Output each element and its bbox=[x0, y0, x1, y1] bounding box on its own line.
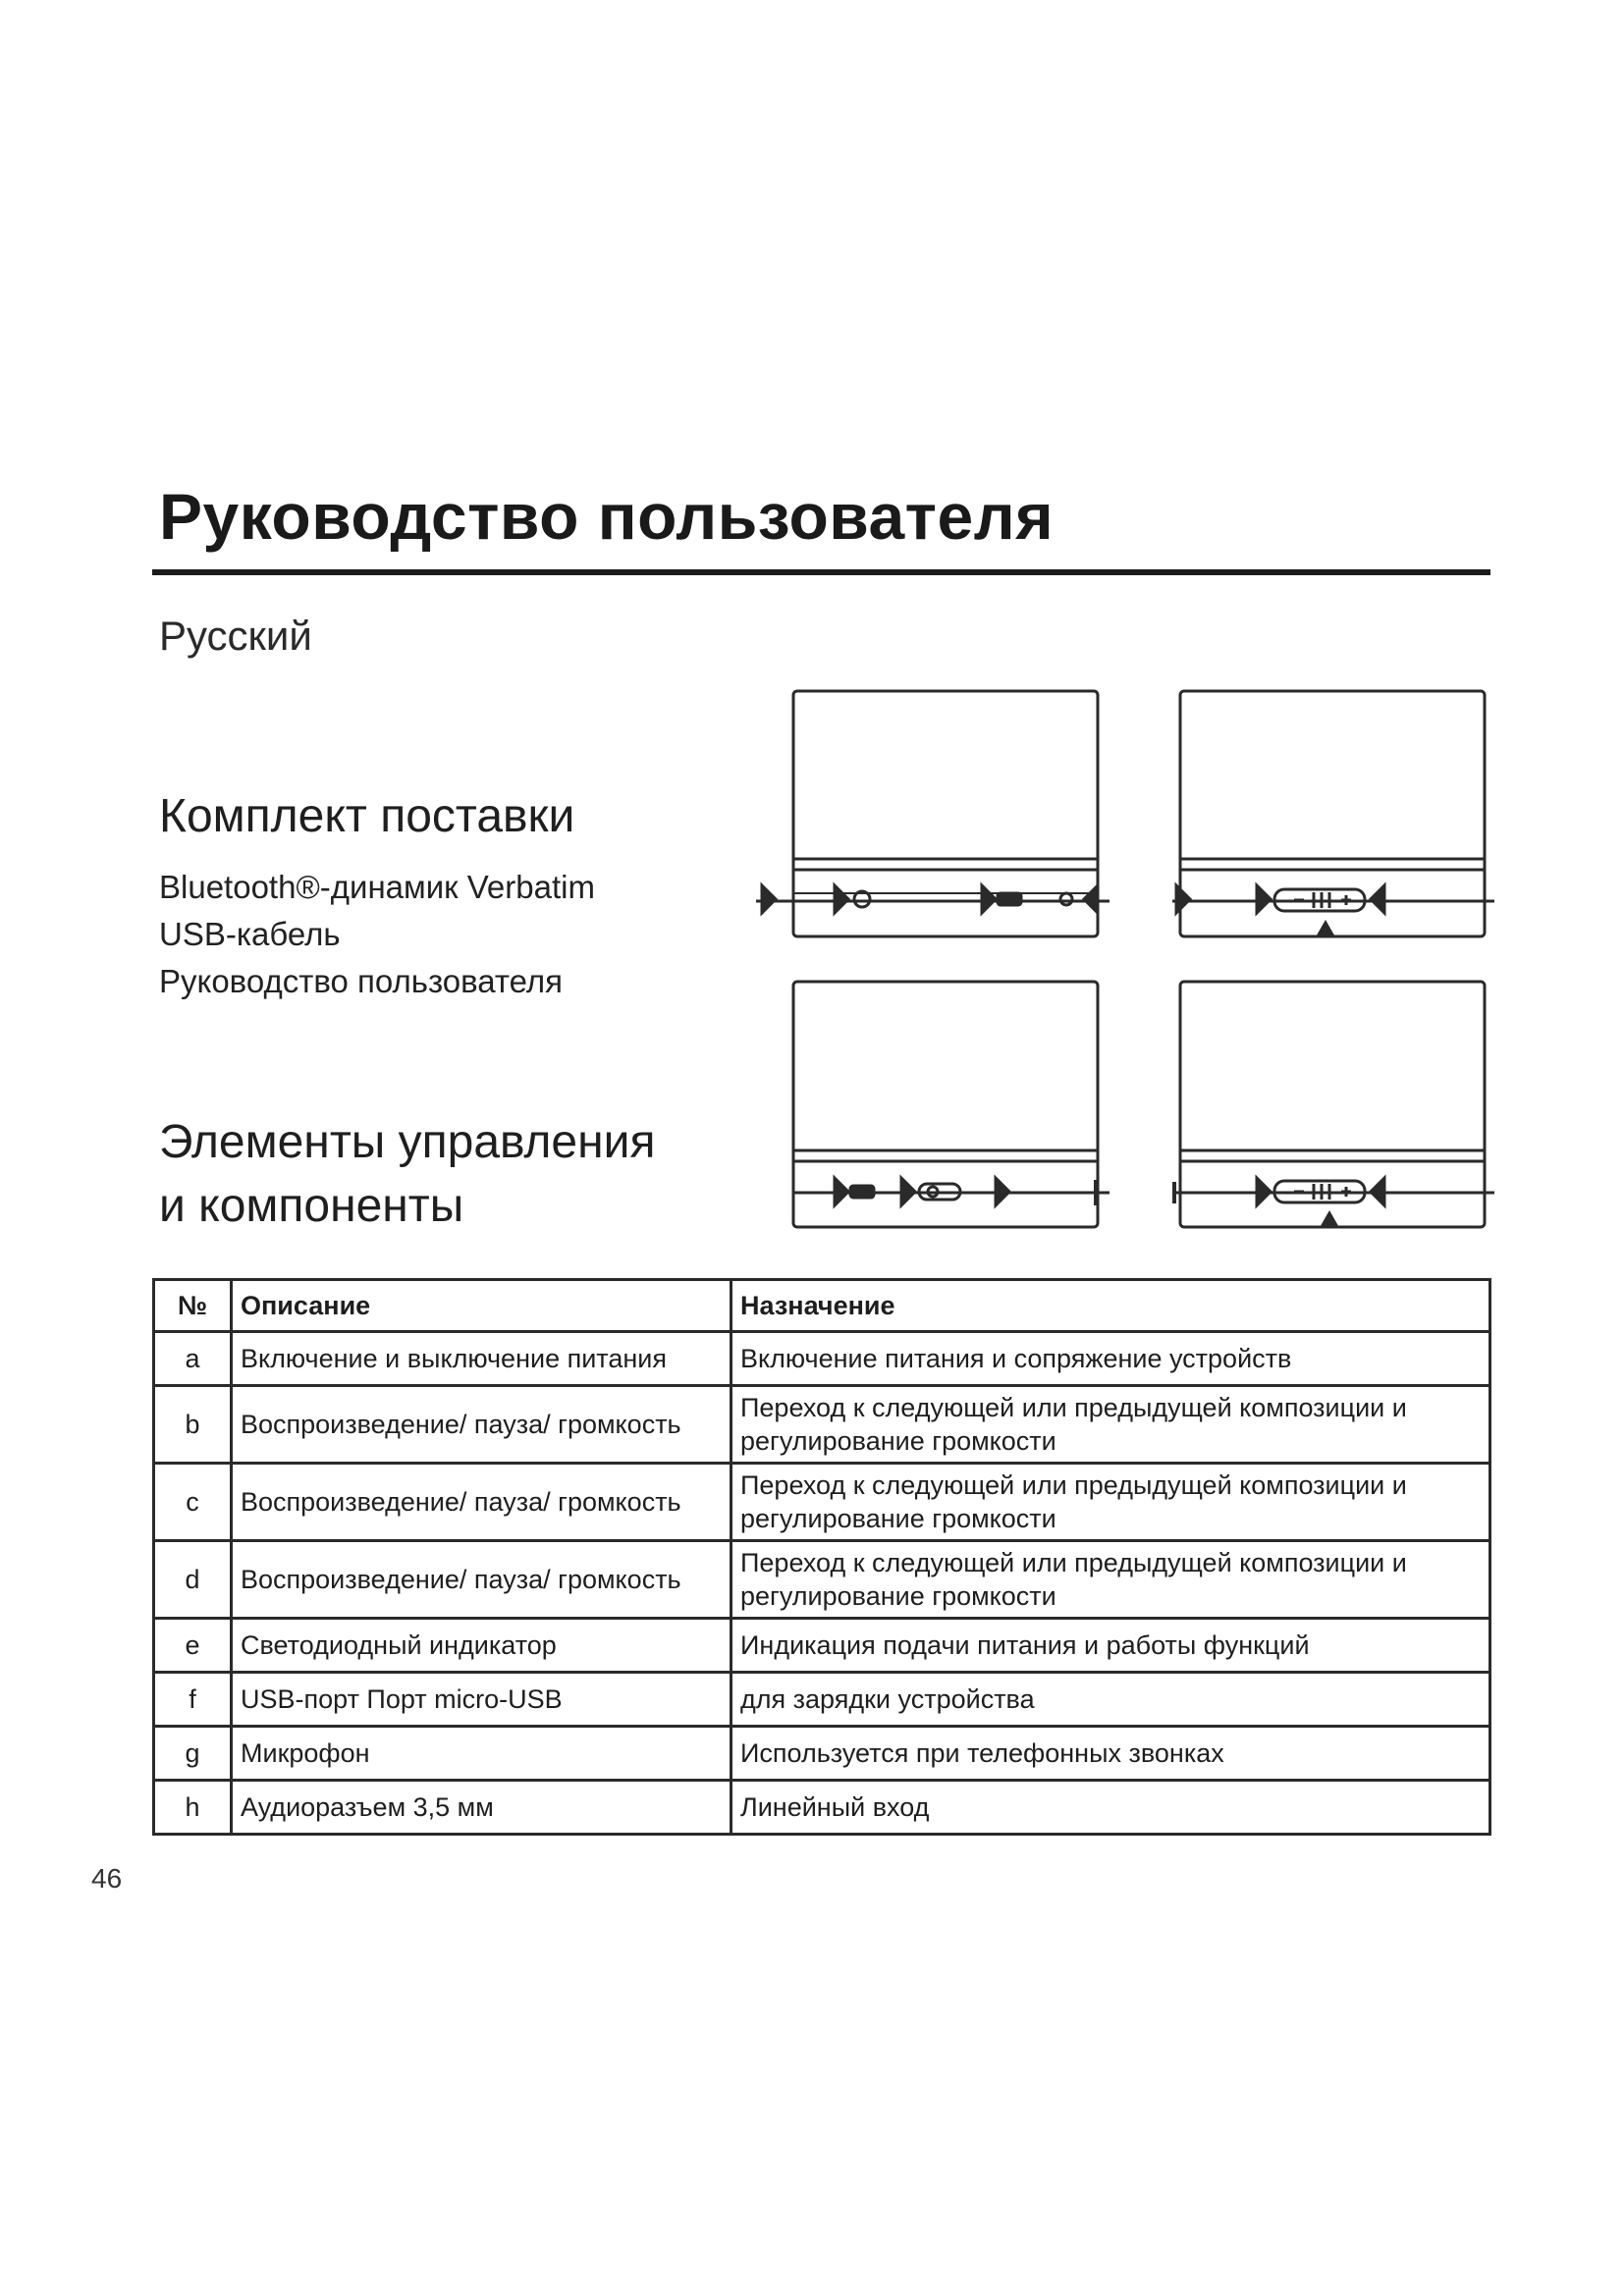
row-description: Включение и выключение питания bbox=[232, 1332, 731, 1386]
controls-heading bbox=[159, 1111, 655, 1239]
list-item: Руководство пользователя bbox=[159, 963, 563, 999]
package-contents-heading: Комплект поставки bbox=[159, 790, 575, 842]
package-contents-list bbox=[159, 864, 595, 1005]
row-purpose: Индикация подачи питания и работы функций bbox=[731, 1619, 1490, 1673]
table-row bbox=[154, 1541, 1490, 1619]
speaker-front-view-icon bbox=[756, 691, 1110, 936]
row-description: Светодиодный индикатор bbox=[232, 1619, 731, 1673]
controls-heading-line2: и компоненты bbox=[159, 1179, 464, 1232]
speaker-back-view-icon bbox=[1172, 691, 1494, 936]
speaker-diagrams-icon bbox=[756, 687, 1494, 1237]
row-no: c bbox=[154, 1464, 232, 1541]
page-title: Руководство пользователя bbox=[159, 480, 1055, 553]
header-no: № bbox=[154, 1280, 232, 1332]
row-no: a bbox=[154, 1332, 232, 1386]
list-item: Bluetooth®-динамик Verbatim bbox=[159, 869, 595, 905]
row-description: USB-порт Порт micro-USB bbox=[232, 1673, 731, 1727]
table-row bbox=[154, 1673, 1490, 1727]
header-description: Описание bbox=[232, 1280, 731, 1332]
table-row bbox=[154, 1386, 1490, 1464]
header-purpose: Назначение bbox=[731, 1280, 1490, 1332]
page-number: 46 bbox=[91, 1863, 123, 1894]
speaker-control-panel-icon bbox=[1172, 982, 1494, 1227]
controls-heading-line1: Элементы управления bbox=[159, 1116, 656, 1168]
row-purpose: Включение питания и сопряжение устройств bbox=[731, 1332, 1490, 1386]
title-divider bbox=[152, 569, 1490, 575]
table-row bbox=[154, 1332, 1490, 1386]
row-purpose: для зарядки устройства bbox=[731, 1673, 1490, 1727]
row-description: Воспроизведение/ пауза/ громкость bbox=[232, 1541, 731, 1619]
row-description: Аудиоразъем 3,5 мм bbox=[232, 1781, 731, 1835]
table-row bbox=[154, 1619, 1490, 1673]
row-no: b bbox=[154, 1386, 232, 1464]
language-label: Русский bbox=[159, 613, 312, 659]
row-purpose: Переход к следующей или предыдущей композиции и регулирование громкости bbox=[731, 1386, 1490, 1464]
table-header-row bbox=[154, 1280, 1490, 1332]
table-row bbox=[154, 1781, 1490, 1835]
row-no: e bbox=[154, 1619, 232, 1673]
row-no: g bbox=[154, 1727, 232, 1781]
controls-table bbox=[152, 1278, 1491, 1836]
table-row bbox=[154, 1464, 1490, 1541]
row-no: f bbox=[154, 1673, 232, 1727]
table-row bbox=[154, 1727, 1490, 1781]
row-purpose: Используется при телефонных звонках bbox=[731, 1727, 1490, 1781]
list-item: USB-кабель bbox=[159, 916, 341, 952]
row-description: Воспроизведение/ пауза/ громкость bbox=[232, 1464, 731, 1541]
row-description: Воспроизведение/ пауза/ громкость bbox=[232, 1386, 731, 1464]
row-purpose: Переход к следующей или предыдущей композиции и регулирование громкости bbox=[731, 1464, 1490, 1541]
speaker-side-view-icon bbox=[793, 982, 1110, 1227]
row-purpose: Переход к следующей или предыдущей композиции и регулирование громкости bbox=[731, 1541, 1490, 1619]
row-description: Микрофон bbox=[232, 1727, 731, 1781]
row-no: d bbox=[154, 1541, 232, 1619]
row-purpose: Линейный вход bbox=[731, 1781, 1490, 1835]
row-no: h bbox=[154, 1781, 232, 1835]
